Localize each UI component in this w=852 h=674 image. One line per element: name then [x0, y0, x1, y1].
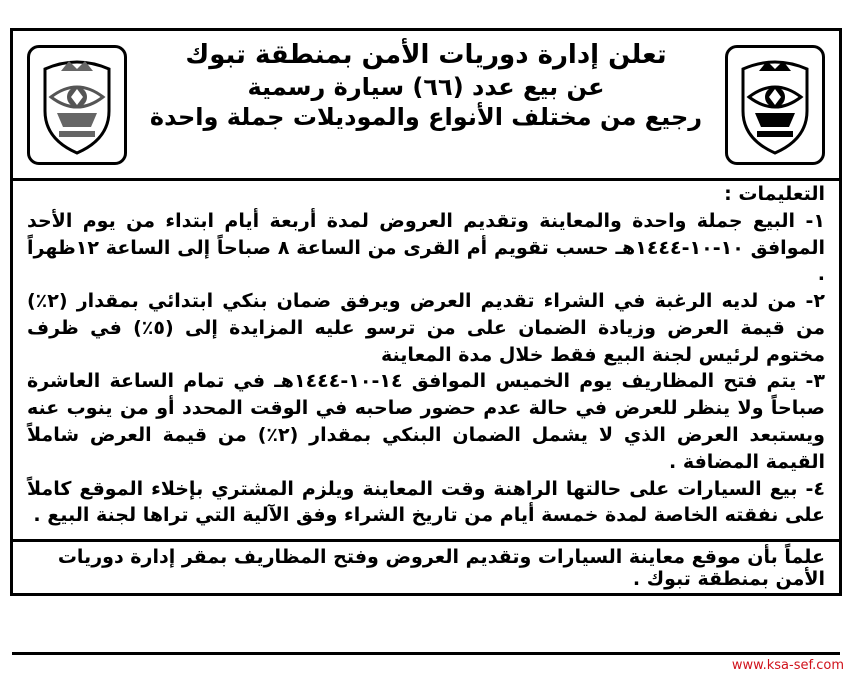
instruction-item-2: ٢- من لديه الرغبة في الشراء تقديم العرض ويرفق ضمان بنكي ابتدائي بمقدار (٢٪) من قيمة العرض وزيادة الضمان على من ترسو عليه المزايدة إلى (٥٪) في ظرف مختوم لرئيس لجنة البيع فقط خلال مدة المعاينة [27, 290, 825, 366]
instruction-item-4: ٤- بيع السيارات على حالتها الراهنة وقت المعاينة ويلزم المشتري بإخلاء الموقع كاملاً على نفقته الخاصة لمدة خمسة أيام من تاريخ الشراء وفق الآلية التي تراها لجنة البيع . [27, 477, 825, 527]
title-line-2: عن بيع عدد (٦٦) سيارة رسمية [247, 72, 605, 101]
title-line-3: رجيع من مختلف الأنواع والموديلات جملة واحدة [149, 102, 703, 131]
instruction-item-3: ٣- يتم فتح المظاريف يوم الخميس الموافق ١٤-١٠-١٤٤٤هـ في تمام الساعة العاشرة صباحاً ولا ينظر للعرض في حالة عدم حضور صاحبه في الوقت المحدد أو من ينوب عنه ويستبعد العرض الذي لا يشمل الضمان البنكي بمقدار (٢٪) من قيمة العرض شاملاً القيمة المضافة . [27, 370, 825, 473]
footer-note [13, 539, 839, 593]
title-line-1: تعلن إدارة دوريات الأمن بمنطقة تبوك [185, 40, 667, 70]
security-emblem-icon [33, 51, 121, 159]
emblem-logo-right [725, 45, 825, 165]
header [13, 31, 839, 181]
security-emblem-icon [731, 51, 819, 159]
bottom-rule [12, 652, 840, 655]
instruction-item-1: ١- البيع جملة واحدة والمعاينة وتقديم العروض لمدة أربعة أيام ابتداء من يوم الأحد الموافق ١٠-١٠-١٤٤٤هـ حسب تقويم أم القرى من الساعة ٨ صباحاً إلى الساعة ١٢ظهراً . [27, 209, 825, 286]
instructions [27, 181, 825, 529]
footer-note-text: علماً بأن موقع معاينة السيارات وتقديم العروض وفتح المظاريف بمقر إدارة دوريات الأمن بمنطقة تبوك . [57, 545, 825, 590]
title-block [143, 39, 709, 132]
advertisement-frame [10, 28, 842, 596]
website-watermark: www.ksa-sef.com [731, 658, 844, 673]
instructions-heading: التعليمات : [724, 183, 825, 205]
emblem-logo-left [27, 45, 127, 165]
